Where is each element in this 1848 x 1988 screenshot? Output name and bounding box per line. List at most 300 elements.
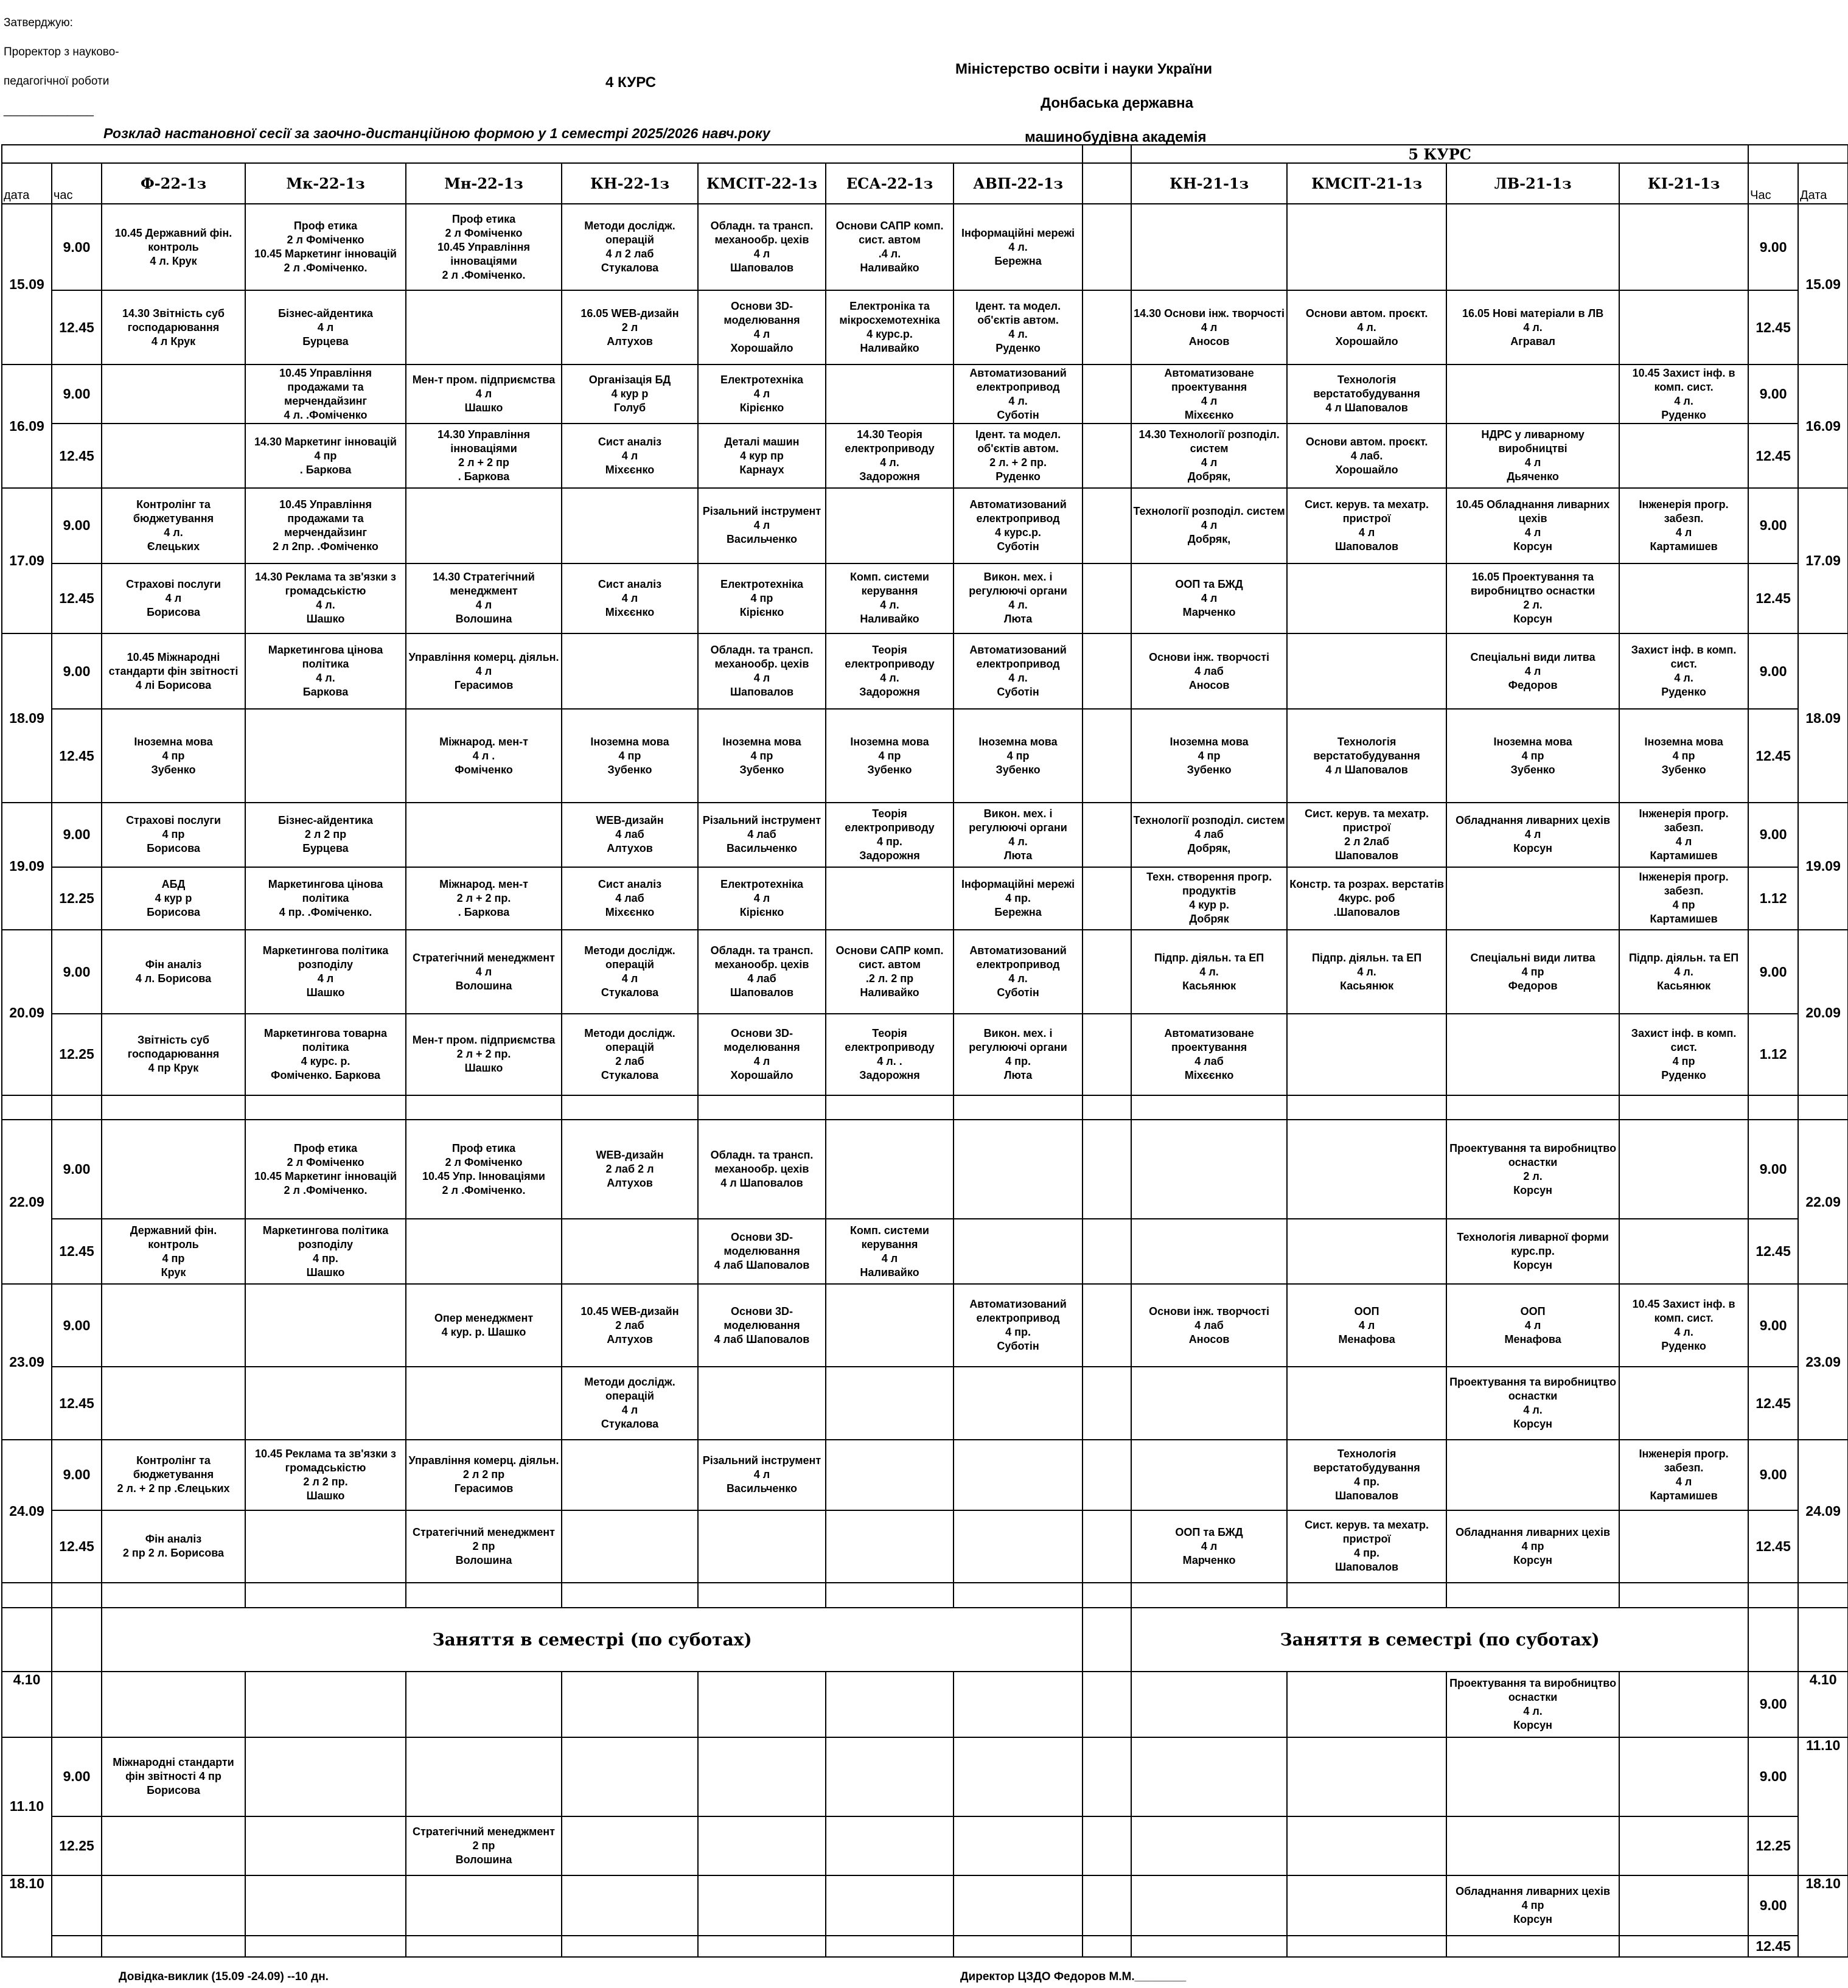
lesson-cell	[102, 1816, 245, 1875]
lesson-cell	[1619, 1672, 1748, 1737]
lesson-cell: Бізнес-айдентика 2 л 2 пр Бурцева	[245, 803, 406, 867]
spacer-cell	[562, 1583, 698, 1608]
lesson-cell	[1131, 1816, 1287, 1875]
spacer-cell	[1619, 1583, 1748, 1608]
lesson-cell: ООП та БЖД 4 л Марченко	[1131, 1510, 1287, 1583]
lesson-cell	[1131, 1219, 1287, 1285]
lesson-cell: Технологія верстатобудування 4 л Шаповалов	[1287, 709, 1446, 803]
approval-line3: педагогічної роботи	[4, 75, 110, 88]
gap-cell	[1083, 803, 1131, 867]
lesson-cell: Мен-т пром. підприємства 2 л + 2 пр. Шашко	[406, 1014, 562, 1095]
lesson-cell: Констр. та розрах. верстатів 4курс. роб .Шаповалов	[1287, 867, 1446, 930]
lesson-cell	[1131, 1672, 1287, 1737]
lesson-cell	[406, 803, 562, 867]
lesson-cell: Інженерія прогр. забезп. 4 пр Картамишев	[1619, 867, 1748, 930]
lesson-cell	[698, 1875, 826, 1936]
lesson-cell: Іноземна мова 4 пр Зубенко	[1619, 709, 1748, 803]
schedule-title: Розклад настановної сесії за заочно-дистанційною формою у 1 семестрі 2025/2026 навч.року	[103, 125, 770, 141]
spacer-cell	[1287, 1095, 1446, 1120]
lesson-cell: Проф етика 2 л Фоміченко 10.45 Маркетинг інновацій 2 л .Фоміченко.	[245, 1120, 406, 1218]
date-cell-right: 18.10	[1798, 1875, 1848, 1957]
lesson-cell	[954, 1672, 1083, 1737]
lesson-cell	[406, 1875, 562, 1936]
lesson-cell	[562, 1737, 698, 1816]
lesson-cell	[1446, 1936, 1619, 1957]
lesson-cell: Сист аналіз 4 лаб Міхєєнко	[562, 867, 698, 930]
date-cell-right: 22.09	[1798, 1120, 1848, 1284]
lesson-cell	[406, 290, 562, 364]
lesson-cell	[1287, 633, 1446, 709]
lesson-cell: 10.45 Міжнародні стандарти фін звітності 4 лі Борисова	[102, 633, 245, 709]
gap-cell	[1083, 633, 1131, 709]
date-cell-right: 24.09	[1798, 1440, 1848, 1583]
lesson-cell: 14.30 Технології розподіл. систем 4 л Добряк,	[1131, 424, 1287, 487]
approval-line2: Проректор з науково-	[4, 46, 119, 58]
lesson-cell: Контролінг та бюджетування 2 л. + 2 пр .Єлецьких	[102, 1440, 245, 1510]
lesson-cell: 10.45 Захист інф. в комп. сист. 4 л. Руденко	[1619, 364, 1748, 424]
lesson-cell: Підпр. діяльн. та ЕП 4 л. Касьянюк	[1287, 930, 1446, 1014]
lesson-cell	[1446, 1440, 1619, 1510]
lesson-cell: Електротехніка 4 л Кірієнко	[698, 867, 826, 930]
lesson-cell	[826, 1120, 954, 1218]
time-cell: 12.25	[52, 867, 102, 930]
lesson-cell: 10.45 Управління продажами та мерчендайзинг 2 л 2пр. .Фоміченко	[245, 488, 406, 563]
lesson-cell	[562, 1875, 698, 1936]
lesson-cell: Основи 3D-моделювання 4 лаб Шаповалов	[698, 1284, 826, 1367]
lesson-cell: Контролінг та бюджетування 4 л. Єлецьких	[102, 488, 245, 563]
lesson-cell	[1131, 1367, 1287, 1440]
lesson-cell: Стратегічний менеджмент 4 л Волошина	[406, 930, 562, 1014]
lesson-cell: Сист аналіз 4 л Міхєєнко	[562, 424, 698, 487]
lesson-cell: Технологія верстатобудування 4 пр. Шаповалов	[1287, 1440, 1446, 1510]
date-cell: 11.10	[2, 1737, 52, 1875]
lesson-cell	[826, 1936, 954, 1957]
lesson-cell: Технологія ливарної форми курс.пр. Корсун	[1446, 1219, 1619, 1285]
lesson-cell: Різальний інструмент 4 лаб Васильченко	[698, 803, 826, 867]
lesson-cell: Спеціальні види литва 4 пр Федоров	[1446, 930, 1619, 1014]
lesson-cell: Автоматизоване проектування 4 лаб Міхєєнко	[1131, 1014, 1287, 1095]
gap-cell	[1083, 867, 1131, 930]
lesson-cell: Основи 3D-моделювання 4 лаб Шаповалов	[698, 1219, 826, 1285]
time-cell-right: 12.45	[1748, 563, 1798, 634]
group-header: ЛВ-21-1з	[1446, 163, 1619, 204]
time-cell-right: 9.00	[1748, 633, 1798, 709]
lesson-cell: Проф етика 2 л Фоміченко 10.45 Управління інноваціями 2 л .Фоміченко.	[406, 204, 562, 290]
lesson-cell: Іноземна мова 4 пр Зубенко	[1446, 709, 1619, 803]
lesson-cell: 14.30 Стратегічний менеджмент 4 л Волошина	[406, 563, 562, 634]
lesson-cell	[954, 1737, 1083, 1816]
group-header: Мк-22-1з	[245, 163, 406, 204]
lesson-cell: 10.45 Державний фін. контроль 4 л. Крук	[102, 204, 245, 290]
spacer-cell	[1798, 1583, 1848, 1608]
lesson-cell: Підпр. діяльн. та ЕП 4 л. Касьянюк	[1131, 930, 1287, 1014]
lesson-cell: Іноземна мова 4 пр Зубенко	[1131, 709, 1287, 803]
gap-cell	[1083, 1875, 1131, 1936]
lesson-cell: Обладн. та трансп. механообр. цехів 4 л Шаповалов	[698, 633, 826, 709]
lesson-cell	[698, 1672, 826, 1737]
gap-cell	[1083, 1608, 1131, 1672]
lesson-cell	[1446, 1816, 1619, 1875]
lesson-cell: Методи дослідж. операцій 4 л Стукалова	[562, 1367, 698, 1440]
lesson-cell	[102, 1284, 245, 1367]
date-cell-right: 18.09	[1798, 633, 1848, 803]
header-spacer-right	[1748, 145, 1848, 163]
gap-cell	[1083, 364, 1131, 424]
spacer-cell	[1748, 1608, 1798, 1672]
lesson-cell	[1287, 1875, 1446, 1936]
gap-cell	[1083, 563, 1131, 634]
lesson-cell: Методи дослідж. операцій 4 л 2 лаб Стукалова	[562, 204, 698, 290]
date-cell: 15.09	[2, 204, 52, 364]
time-cell: 9.00	[52, 1737, 102, 1816]
lesson-cell	[1619, 1936, 1748, 1957]
lesson-cell: Мен-т пром. підприємства 4 л Шашко	[406, 364, 562, 424]
date-cell-right: 4.10	[1798, 1672, 1848, 1737]
lesson-cell	[406, 1367, 562, 1440]
time-cell-right: 12.25	[1748, 1816, 1798, 1875]
spacer-cell	[1446, 1583, 1619, 1608]
lesson-cell	[1446, 204, 1619, 290]
gap-cell	[1083, 1120, 1131, 1218]
lesson-cell	[406, 1219, 562, 1285]
time-cell: 9.00	[52, 204, 102, 290]
group-header: Ф-22-1з	[102, 163, 245, 204]
lesson-cell: Електротехніка 4 пр Кірієнко	[698, 563, 826, 634]
lesson-cell: Сист аналіз 4 л Міхєєнко	[562, 563, 698, 634]
lesson-cell	[1446, 1737, 1619, 1816]
lesson-cell: Спеціальні види литва 4 л Федоров	[1446, 633, 1619, 709]
lesson-cell	[562, 1219, 698, 1285]
gap-cell	[1083, 1816, 1131, 1875]
spacer-cell	[1131, 1095, 1287, 1120]
lesson-cell	[1131, 1440, 1287, 1510]
lesson-cell	[1619, 290, 1748, 364]
lesson-cell	[1287, 1014, 1446, 1095]
lesson-cell	[102, 1367, 245, 1440]
lesson-cell: Обладнання ливарних цехів 4 л Корсун	[1446, 803, 1619, 867]
lesson-cell: Обладн. та трансп. механообр. цехів 4 л Шаповалов	[698, 204, 826, 290]
lesson-cell	[954, 1510, 1083, 1583]
date-cell-right: 15.09	[1798, 204, 1848, 364]
spacer-cell	[698, 1583, 826, 1608]
lesson-cell: Захист інф. в комп. сист. 4 л. Руденко	[1619, 633, 1748, 709]
lesson-cell: 16.05 WEB-дизайн 2 л Алтухов	[562, 290, 698, 364]
lesson-cell	[245, 1816, 406, 1875]
time-cell: 9.00	[52, 803, 102, 867]
lesson-cell: WEB-дизайн 2 лаб 2 л Алтухов	[562, 1120, 698, 1218]
lesson-cell	[245, 1284, 406, 1367]
lesson-cell	[1287, 1737, 1446, 1816]
spacer-cell	[1798, 1095, 1848, 1120]
lesson-cell: АБД 4 кур р Борисова	[102, 867, 245, 930]
time-cell: 9.00	[52, 488, 102, 563]
header-date-right: Дата	[1798, 163, 1848, 204]
header-gap	[1083, 145, 1131, 163]
lesson-cell	[245, 1367, 406, 1440]
lesson-cell: Автоматизоване проектування 4 л Міхєєнко	[1131, 364, 1287, 424]
time-cell: 9.00	[52, 364, 102, 424]
time-cell-right: 12.45	[1748, 709, 1798, 803]
lesson-cell: Організація БД 4 кур р Голуб	[562, 364, 698, 424]
lesson-cell	[1619, 1219, 1748, 1285]
lesson-cell: Маркетингова цінова політика 4 пр. .Фоміченко.	[245, 867, 406, 930]
lesson-cell: Основи САПР комп. сист. автом .2 л. 2 пр Наливайко	[826, 930, 954, 1014]
spacer-cell	[406, 1583, 562, 1608]
lesson-cell	[1619, 1816, 1748, 1875]
lesson-cell	[562, 1510, 698, 1583]
lesson-cell	[826, 1284, 954, 1367]
time-cell-right: 12.45	[1748, 1219, 1798, 1285]
lesson-cell	[1287, 204, 1446, 290]
lesson-cell: Основи інж. творчості 4 лаб Аносов	[1131, 633, 1287, 709]
lesson-cell	[562, 1672, 698, 1737]
spacer-cell	[954, 1583, 1083, 1608]
lesson-cell	[826, 1510, 954, 1583]
ministry-line3: машинобудівна академія	[1025, 129, 1207, 145]
time-cell-right: 9.00	[1748, 930, 1798, 1014]
time-cell-right: 12.45	[1748, 424, 1798, 487]
lesson-cell: Електротехніка 4 л Кірієнко	[698, 364, 826, 424]
spacer-cell	[102, 1583, 245, 1608]
lesson-cell: Інженерія прогр. забезп. 4 л Картамишев	[1619, 803, 1748, 867]
lesson-cell	[1131, 204, 1287, 290]
gap-cell	[1083, 930, 1131, 1014]
lesson-cell: Фін аналіз 4 л. Борисова	[102, 930, 245, 1014]
lesson-cell: Обладнання ливарних цехів 4 пр Корсун	[1446, 1875, 1619, 1936]
lesson-cell	[954, 1367, 1083, 1440]
lesson-cell: ООП 4 л Менафова	[1287, 1284, 1446, 1367]
lesson-cell	[1287, 1219, 1446, 1285]
lesson-cell: 14.30 Теорія електроприводу 4 л. Задорожня	[826, 424, 954, 487]
spacer-cell	[2, 1583, 52, 1608]
date-cell: 20.09	[2, 930, 52, 1095]
lesson-cell: Сист. керув. та мехатр. пристрої 2 л 2лаб Шаповалов	[1287, 803, 1446, 867]
spacer-cell	[1798, 1608, 1848, 1672]
lesson-cell: ООП та БЖД 4 л Марченко	[1131, 563, 1287, 634]
lesson-cell: Іноземна мова 4 пр Зубенко	[698, 709, 826, 803]
lesson-cell	[245, 709, 406, 803]
lesson-cell	[562, 1440, 698, 1510]
lesson-cell: Управління комерц. діяльн. 2 л 2 пр Герасимов	[406, 1440, 562, 1510]
gap-cell	[1083, 1737, 1131, 1816]
date-cell: 24.09	[2, 1440, 52, 1583]
lesson-cell	[826, 867, 954, 930]
spacer-cell	[1748, 1095, 1798, 1120]
lesson-cell	[826, 1367, 954, 1440]
lesson-cell: Технології розподіл. систем 4 лаб Добряк,	[1131, 803, 1287, 867]
lesson-cell: Проектування та виробництво оснастки 4 л. Корсун	[1446, 1672, 1619, 1737]
time-cell-right: 9.00	[1748, 204, 1798, 290]
lesson-cell: Деталі машин 4 кур пр Карнаух	[698, 424, 826, 487]
lesson-cell: Обладн. та трансп. механообр. цехів 4 л Шаповалов	[698, 1120, 826, 1218]
lesson-cell: Сист. керув. та мехатр. пристрої 4 л Шаповалов	[1287, 488, 1446, 563]
lesson-cell	[1446, 1014, 1619, 1095]
lesson-cell: Державний фін. контроль 4 пр Крук	[102, 1219, 245, 1285]
lesson-cell	[245, 1875, 406, 1936]
lesson-cell	[698, 1936, 826, 1957]
lesson-cell: Проектування та виробництво оснастки 2 л. Корсун	[1446, 1120, 1619, 1218]
gap-cell	[1083, 290, 1131, 364]
lesson-cell: Викон. мех. і регулюючі органи 4 л. Люта	[954, 563, 1083, 634]
header-spacer-left	[2, 145, 1083, 163]
lesson-cell: Іноземна мова 4 пр Зубенко	[102, 709, 245, 803]
lesson-cell: 14.30 Управління інноваціями 2 л + 2 пр . Баркова	[406, 424, 562, 487]
spacer-cell	[1083, 1583, 1131, 1608]
lesson-cell: Іноземна мова 4 пр Зубенко	[826, 709, 954, 803]
lesson-cell	[1619, 563, 1748, 634]
lesson-cell: Управління комерц. діяльн. 4 л Герасимов	[406, 633, 562, 709]
time-cell-right: 9.00	[1748, 1672, 1798, 1737]
gap-cell	[1083, 1440, 1131, 1510]
lesson-cell	[1287, 563, 1446, 634]
header-time-right: Час	[1748, 163, 1798, 204]
spacer-cell	[2, 1608, 52, 1672]
spacer-cell	[102, 1095, 245, 1120]
time-cell-right: 9.00	[1748, 803, 1798, 867]
lesson-cell: Захист інф. в комп. сист. 4 пр Руденко	[1619, 1014, 1748, 1095]
semester-label-right: Заняття в семестрі (по суботах)	[1131, 1608, 1748, 1672]
lesson-cell: Основи автом. проєкт. 4 лаб. Хорошайло	[1287, 424, 1446, 487]
lesson-cell	[1619, 1737, 1748, 1816]
lesson-cell	[954, 1219, 1083, 1285]
lesson-cell	[1131, 1875, 1287, 1936]
lesson-cell: Проф етика 2 л Фоміченко 10.45 Маркетинг інновацій 2 л .Фоміченко.	[245, 204, 406, 290]
time-cell: 12.45	[52, 709, 102, 803]
lesson-cell	[1619, 424, 1748, 487]
lesson-cell: Основи 3D-моделювання 4 л Хорошайло	[698, 290, 826, 364]
lesson-cell	[406, 1672, 562, 1737]
lesson-cell: Обладн. та трансп. механообр. цехів 4 лаб Шаповалов	[698, 930, 826, 1014]
lesson-cell	[954, 1816, 1083, 1875]
lesson-cell: Маркетингова товарна політика 4 курс. р. Фоміченко. Баркова	[245, 1014, 406, 1095]
lesson-cell: Сист. керув. та мехатр. пристрої 4 пр. Шаповалов	[1287, 1510, 1446, 1583]
lesson-cell	[102, 424, 245, 487]
time-cell	[52, 1936, 102, 1957]
time-cell: 12.25	[52, 1014, 102, 1095]
gap-cell	[1083, 709, 1131, 803]
lesson-cell	[245, 1510, 406, 1583]
spacer-cell	[245, 1583, 406, 1608]
lesson-cell: Різальний інструмент 4 л Васильченко	[698, 1440, 826, 1510]
course4-label: 4 КУРС	[605, 74, 656, 91]
lesson-cell	[1287, 1672, 1446, 1737]
lesson-cell: 14.30 Звітність суб господарювання 4 л Крук	[102, 290, 245, 364]
time-cell-right: 1.12	[1748, 1014, 1798, 1095]
lesson-cell: Технологія верстатобудування 4 л Шаповалов	[1287, 364, 1446, 424]
lesson-cell	[826, 1875, 954, 1936]
date-cell: 4.10	[2, 1672, 52, 1737]
lesson-cell	[826, 1737, 954, 1816]
lesson-cell: 10.45 Управління продажами та мерчендайзинг 4 л. .Фоміченко	[245, 364, 406, 424]
lesson-cell: 14.30 Маркетинг інновацій 4 пр . Баркова	[245, 424, 406, 487]
lesson-cell: Маркетингова цінова політика 4 л. Баркова	[245, 633, 406, 709]
time-cell-right: 9.00	[1748, 1120, 1798, 1218]
lesson-cell: Основи автом. проєкт. 4 л. Хорошайло	[1287, 290, 1446, 364]
spacer-cell	[406, 1095, 562, 1120]
lesson-cell	[102, 1672, 245, 1737]
lesson-cell	[1619, 1875, 1748, 1936]
spacer-cell	[1748, 1583, 1798, 1608]
date-cell-right: 23.09	[1798, 1284, 1848, 1440]
time-cell-right: 9.00	[1748, 1440, 1798, 1510]
time-cell-right: 9.00	[1748, 1875, 1798, 1936]
lesson-cell	[102, 1936, 245, 1957]
lesson-cell: Проф етика 2 л Фоміченко 10.45 Упр. Інноваціями 2 л .Фоміченко.	[406, 1120, 562, 1218]
group-header: ЕСА-22-1з	[826, 163, 954, 204]
spacer-cell	[52, 1608, 102, 1672]
time-cell: 12.45	[52, 1510, 102, 1583]
time-cell-right: 12.45	[1748, 1936, 1798, 1957]
lesson-cell: Комп. системи керування 4 л. Наливайко	[826, 563, 954, 634]
date-cell: 19.09	[2, 803, 52, 930]
approval-line1: Затверджую:	[4, 16, 73, 29]
lesson-cell	[698, 1367, 826, 1440]
lesson-cell	[1287, 1120, 1446, 1218]
lesson-cell: Комп. системи керування 4 л Наливайко	[826, 1219, 954, 1285]
lesson-cell: Ідент. та модел. об'єктів автом. 2 л. + 2 пр. Руденко	[954, 424, 1083, 487]
lesson-cell: Страхові послуги 4 л Борисова	[102, 563, 245, 634]
spacer-cell	[52, 1583, 102, 1608]
lesson-cell	[1619, 1510, 1748, 1583]
lesson-cell: Стратегічний менеджмент 2 пр Волошина	[406, 1816, 562, 1875]
ministry-line1: Міністерство освіти і науки України	[955, 61, 1213, 77]
approval-signature-line: ______________	[4, 104, 94, 117]
lesson-cell: Основи інж. творчості 4 лаб Аносов	[1131, 1284, 1287, 1367]
gap-cell	[1083, 424, 1131, 487]
time-cell-right: 1.12	[1748, 867, 1798, 930]
schedule-table	[1, 144, 1848, 1958]
lesson-cell: Методи дослідж. операцій 2 лаб Стукалова	[562, 1014, 698, 1095]
header-time: час	[52, 163, 102, 204]
semester-label: Заняття в семестрі (по суботах)	[102, 1608, 1083, 1672]
lesson-cell: Технології розподіл. систем 4 л Добряк,	[1131, 488, 1287, 563]
lesson-cell: Теорія електроприводу 4 л. Задорожня	[826, 633, 954, 709]
lesson-cell	[562, 1816, 698, 1875]
lesson-cell: Ідент. та модел. об'єктів автом. 4 л. Руденко	[954, 290, 1083, 364]
lesson-cell: Автоматизований електропривод 4 л. Суботін	[954, 364, 1083, 424]
lesson-cell	[954, 1875, 1083, 1936]
lesson-cell	[698, 1737, 826, 1816]
lesson-cell	[954, 1120, 1083, 1218]
date-cell-right: 16.09	[1798, 364, 1848, 488]
lesson-cell	[1619, 204, 1748, 290]
lesson-cell	[1619, 1367, 1748, 1440]
time-cell: 12.25	[52, 1816, 102, 1875]
lesson-cell	[562, 1936, 698, 1957]
group-header: АВП-22-1з	[954, 163, 1083, 204]
gap-cell	[1083, 1367, 1131, 1440]
lesson-cell: ООП 4 л Менафова	[1446, 1284, 1619, 1367]
spacer-cell	[954, 1095, 1083, 1120]
time-cell: 12.45	[52, 1219, 102, 1285]
lesson-cell: WEB-дизайн 4 лаб Алтухов	[562, 803, 698, 867]
lesson-cell: 16.05 Проектування та виробництво оснастки 2 л. Корсун	[1446, 563, 1619, 634]
lesson-cell: Страхові послуги 4 пр Борисова	[102, 803, 245, 867]
lesson-cell	[406, 1737, 562, 1816]
date-cell-right: 17.09	[1798, 488, 1848, 633]
time-cell: 9.00	[52, 633, 102, 709]
lesson-cell	[562, 633, 698, 709]
gap-cell	[1083, 1510, 1131, 1583]
lesson-cell	[245, 1737, 406, 1816]
lesson-cell: Бізнес-айдентика 4 л Бурцева	[245, 290, 406, 364]
lesson-cell: Викон. мех. і регулюючі органи 4 пр. Люта	[954, 1014, 1083, 1095]
lesson-cell	[698, 1510, 826, 1583]
lesson-cell: Автоматизований електропривод 4 курс.р. Суботін	[954, 488, 1083, 563]
lesson-cell: Різальний інструмент 4 л Васильченко	[698, 488, 826, 563]
lesson-cell	[562, 488, 698, 563]
spacer-cell	[2, 1095, 52, 1120]
